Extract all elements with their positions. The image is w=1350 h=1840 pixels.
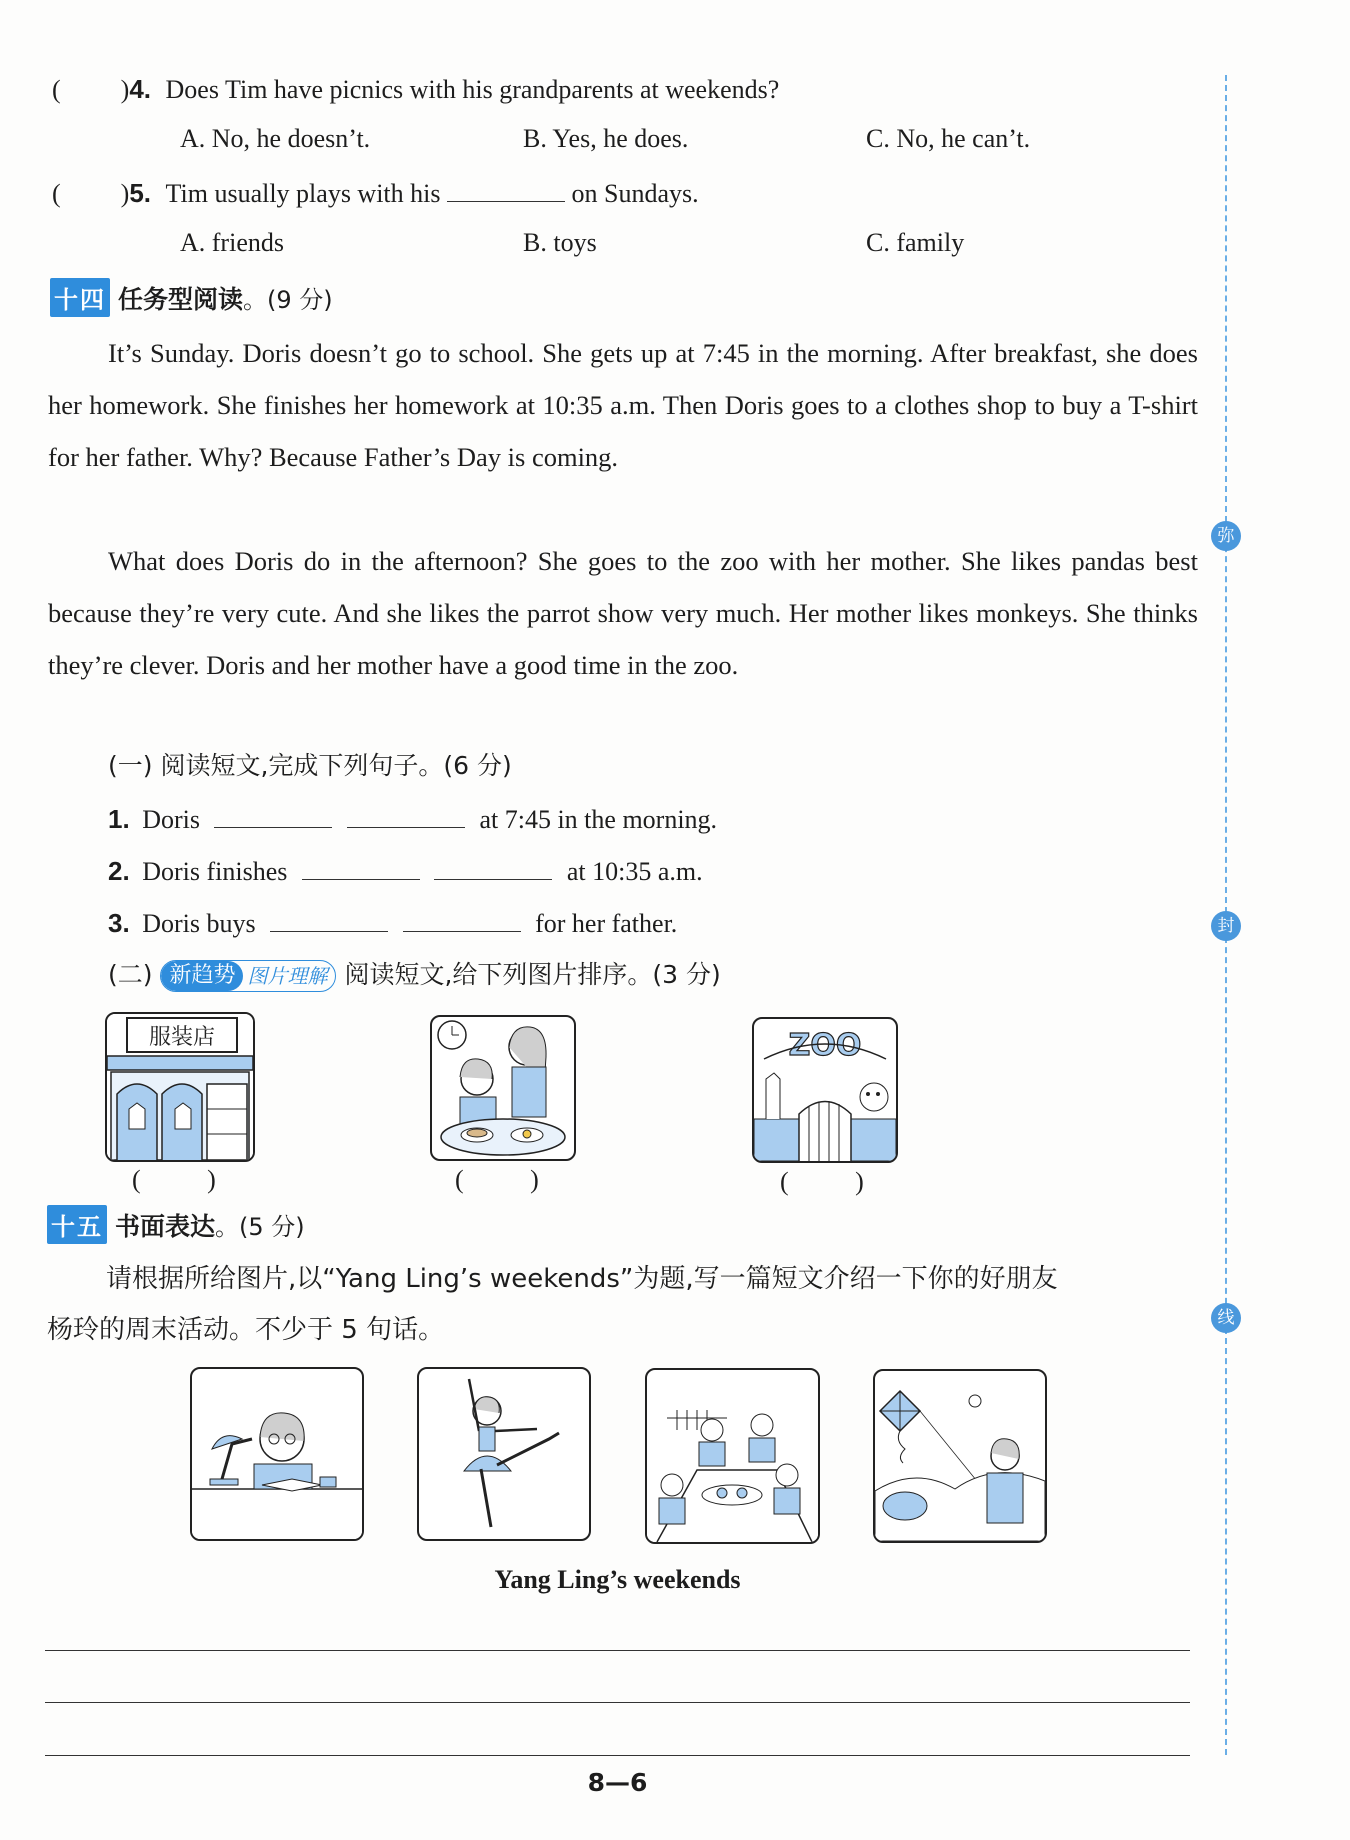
part2-prefix: (二) <box>108 960 153 989</box>
order-answer-paren[interactable]: ( ) <box>132 1165 246 1194</box>
seal-mark: 弥 <box>1211 521 1241 551</box>
zoo-picture <box>752 1017 898 1163</box>
q5-option-a[interactable]: A. friends <box>180 228 284 257</box>
item-text-after: for her father. <box>535 909 678 938</box>
ballet-picture <box>417 1367 591 1541</box>
q5-row <box>52 176 699 211</box>
q5-option-b[interactable]: B. toys <box>523 228 597 257</box>
passage-paragraph-1: It’s Sunday. Doris doesn’t go to school. She gets up at 7:45 in the morning. After breakfast, she does her homework. She finishes her homework at 10:35 a.m. Then Doris goes to a clothes shop to buy a T-shirt for her father. Why? Because Father’s Day is coming. <box>48 338 1198 472</box>
fill-blank[interactable] <box>214 803 332 828</box>
item-number: 2. <box>108 856 130 886</box>
writing-line[interactable] <box>45 1755 1190 1756</box>
section-15-header <box>47 1205 305 1244</box>
trend-tag-label: 新趋势 <box>161 961 243 991</box>
trend-tag-sub: 图片理解 <box>247 964 328 988</box>
essay-title: Yang Ling’s weekends <box>494 1565 741 1594</box>
item-text-after: at 10:35 a.m. <box>566 857 703 886</box>
fill-item-2 <box>108 854 703 889</box>
part2-instruction: 阅读短文,给下列图片排序。(3 分) <box>344 960 721 989</box>
answer-paren-close: ) <box>120 179 130 208</box>
zoo-sign-text: ZOO <box>788 1028 862 1063</box>
page-number: 8—6 <box>587 1768 648 1797</box>
q5-option-c[interactable]: C. family <box>866 228 965 257</box>
clothes-shop-picture <box>105 1012 255 1162</box>
writing-line[interactable] <box>45 1650 1190 1651</box>
item-text-after: at 7:45 in the morning. <box>479 805 718 834</box>
fill-blank[interactable] <box>447 177 565 202</box>
part2-instruction-row <box>108 958 721 992</box>
question-text-after: on Sundays. <box>571 179 699 208</box>
homework-picture <box>190 1367 364 1541</box>
fill-blank[interactable] <box>302 855 420 880</box>
trend-tag <box>160 960 336 992</box>
part1-instruction: (一) 阅读短文,完成下列句子。(6 分) <box>108 751 512 780</box>
section-badge: 十四 <box>50 278 110 317</box>
fill-blank[interactable] <box>347 803 465 828</box>
question-text: Does Tim have picnics with his grandparents at weekends? <box>165 75 780 104</box>
order-answer-paren[interactable]: ( ) <box>455 1165 569 1194</box>
section-score: 。(9 分) <box>243 286 333 314</box>
item-text: Doris finishes <box>142 857 288 886</box>
breakfast-picture <box>430 1015 576 1161</box>
writing-instruction-line-2: 杨玲的周末活动。不少于 5 句话。 <box>47 1315 445 1345</box>
answer-paren-close: ) <box>120 75 130 104</box>
q4-option-c[interactable]: C. No, he can’t. <box>866 124 1031 153</box>
writing-instruction-line-1: 请根据所给图片,以“Yang Ling’s weekends”为题,写一篇短文介绍一下你的好朋友 <box>106 1264 1058 1294</box>
kite-picture <box>873 1369 1047 1543</box>
section-score: 。(5 分) <box>215 1213 305 1241</box>
answer-paren-open[interactable]: ( <box>52 179 61 208</box>
fill-blank[interactable] <box>270 907 388 932</box>
question-text: Tim usually plays with his <box>165 179 441 208</box>
fill-item-1 <box>108 802 717 837</box>
item-text: Doris buys <box>142 909 256 938</box>
q4-option-b[interactable]: B. Yes, he does. <box>523 124 689 153</box>
section-badge: 十五 <box>47 1205 107 1244</box>
sun-icon <box>969 1395 981 1407</box>
fill-item-3 <box>108 906 677 941</box>
item-number: 3. <box>108 908 130 938</box>
shop-sign-text: 服装店 <box>148 1025 216 1050</box>
fill-blank[interactable] <box>403 907 521 932</box>
section-title: 任务型阅读 <box>118 284 244 314</box>
item-number: 1. <box>108 804 130 834</box>
q4-option-a[interactable]: A. No, he doesn’t. <box>180 124 371 153</box>
seal-mark: 封 <box>1211 911 1241 941</box>
section-14-header <box>50 278 333 317</box>
question-number: 4. <box>129 74 152 104</box>
seal-mark: 线 <box>1211 1303 1241 1333</box>
section-title: 书面表达 <box>115 1211 216 1241</box>
picnic-picture <box>645 1368 820 1544</box>
fill-blank[interactable] <box>434 855 552 880</box>
q4-row <box>52 72 779 107</box>
question-number: 5. <box>129 178 152 208</box>
order-answer-paren[interactable]: ( ) <box>780 1167 894 1196</box>
passage-paragraph-2: What does Doris do in the afternoon? She goes to the zoo with her mother. She likes pandas best because they’re very cute. And she likes the parrot show very much. Her mother likes monkeys. She thinks they’re clever. Doris and her mother have a good time in the zoo. <box>48 546 1198 680</box>
writing-line[interactable] <box>45 1702 1190 1703</box>
item-text: Doris <box>142 805 200 834</box>
answer-paren-open[interactable]: ( <box>52 75 61 104</box>
